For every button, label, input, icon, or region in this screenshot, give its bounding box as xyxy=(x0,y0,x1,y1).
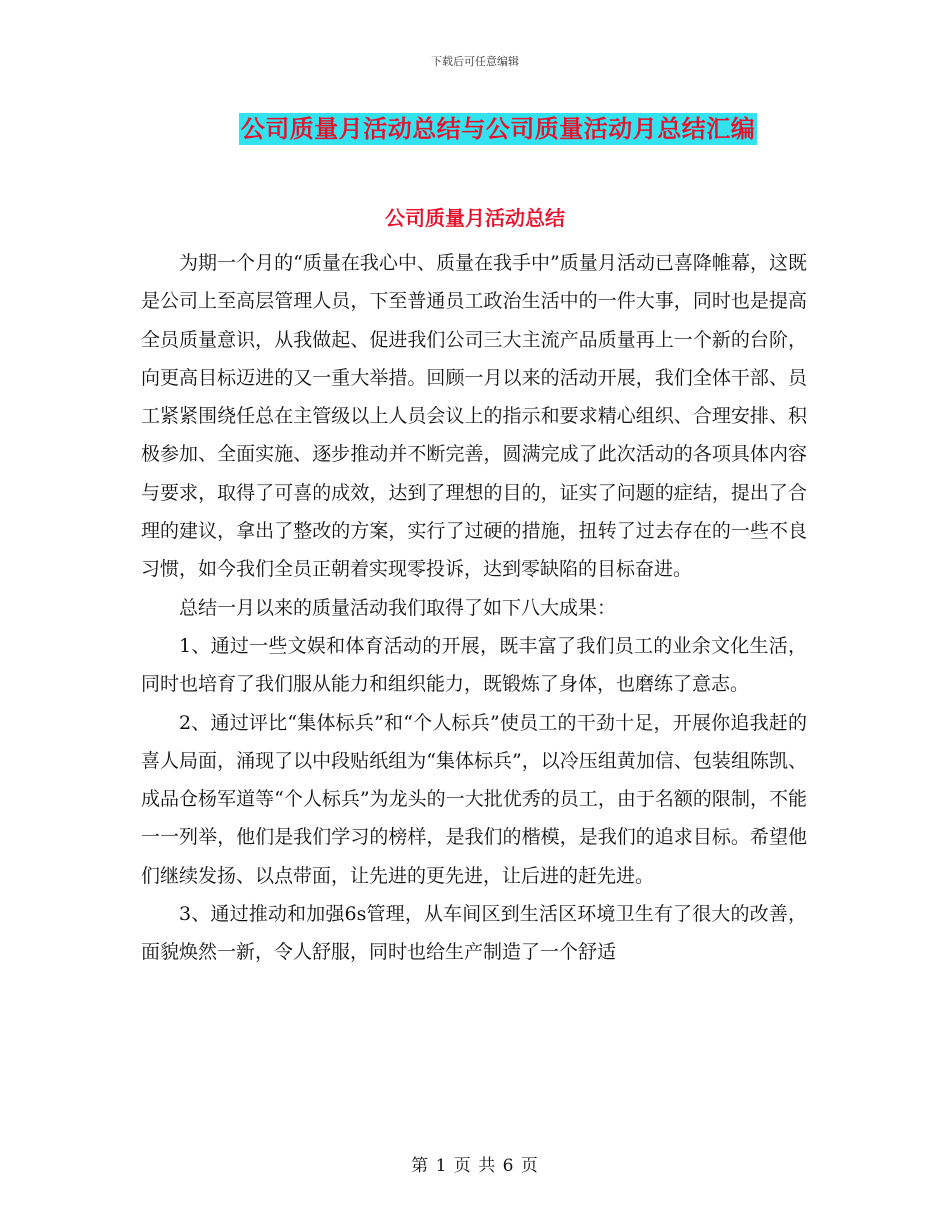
page-header-note: 下载后可任意编辑 xyxy=(431,55,519,68)
body-paragraph-intro: 为期一个月的“质量在我心中、质量在我手中”质量月活动已喜降帷幕，这既是公司上至高层管理人员，下至普通员工政治生活中的一件大事，同时也是提高全员质量意识，从我做起、促进我们公司三大主流产品质量再上一个新的台阶，向更高目标迈进的又一重大举措。回顾一月以来的活动开展，我们全体干部、员工紧紧围绕任总在主管级以上人员会议上的指示和要求精心组织、合理安排、积极参加、全面实施、逐步推动并不断完善，圆满完成了此次活动的各项具体内容与要求，取得了可喜的成效，达到了理想的目的，证实了问题的症结，提出了合理的建议，拿出了整改的方案，实行了过硬的措施，扭转了过去存在的一些不良习惯，如今我们全员正朝着实现零投诉，达到零缺陷的目标奋进。 xyxy=(141,252,807,581)
document-main-title: 公司质量月活动总结与公司质量活动月总结汇编 xyxy=(240,115,756,143)
section-title: 公司质量月活动总结 xyxy=(385,206,565,230)
body-paragraph-result-2: 2、通过评比“集体标兵”和“个人标兵”使员工的干劲十足，开展你追我赶的喜人局面，涌现了以中段贴纸组为“集体标兵”，以冷压组黄加信、包装组陈凯、成品仓杨军道等“个人标兵”为龙头的一大批优秀的员工，由于名额的限制，不能一一列举，他们是我们学习的榜样，是我们的楷模，是我们的追求目标。希望他们继续发扬、以点带面，让先进的更先进，让后进的赶先进。 xyxy=(141,711,807,887)
body-paragraph-result-3: 3、通过推动和加强6s管理，从车间区到生活区环境卫生有了很大的改善，面貌焕然一新，令人舒服，同时也给生产制造了一个舒适 xyxy=(141,903,807,964)
page-number-footer: 第 1 页 共 6 页 xyxy=(411,1156,539,1176)
body-paragraph-summary-lead: 总结一月以来的质量活动我们取得了如下八大成果： xyxy=(179,596,617,619)
document-body xyxy=(141,244,807,972)
body-paragraph-result-1: 1、通过一些文娱和体育活动的开展，既丰富了我们员工的业余文化生活，同时也培育了我们服从能力和组织能力，既锻炼了身体，也磨练了意志。 xyxy=(141,634,807,696)
main-title-container xyxy=(0,113,950,145)
